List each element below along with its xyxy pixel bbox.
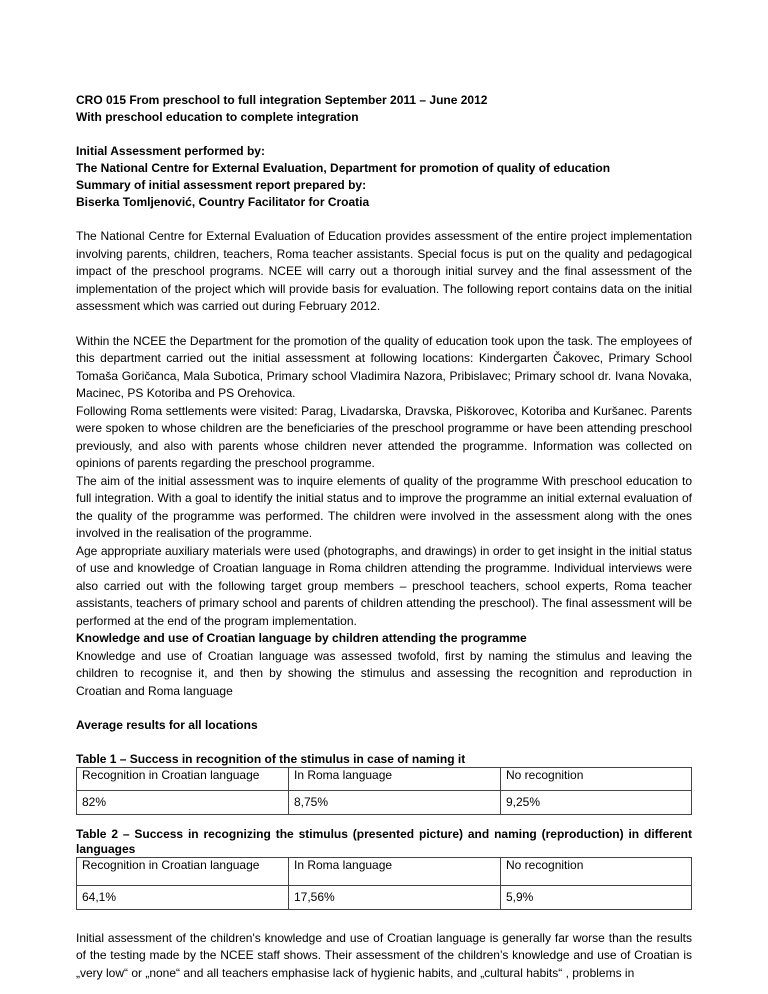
table-cell: 17,56% xyxy=(289,885,501,909)
table-header-cell: No recognition xyxy=(501,857,692,885)
table-cell: 8,75% xyxy=(289,790,501,814)
table-header-cell: In Roma language xyxy=(289,767,501,790)
table2 xyxy=(76,857,692,910)
table-header-cell: No recognition xyxy=(501,767,692,790)
author-name: Biserka Tomljenović, Country Facilitator for Croatia xyxy=(76,195,370,209)
table-row xyxy=(77,857,692,885)
table-row xyxy=(77,790,692,814)
table1 xyxy=(76,767,692,815)
document-page xyxy=(76,92,692,982)
table-cell: 5,9% xyxy=(501,885,692,909)
table-header-cell: In Roma language xyxy=(289,857,501,885)
table1-caption: Table 1 – Success in recognition of the stimulus in case of naming it xyxy=(76,751,466,766)
conclusion-paragraph: Initial assessment of the children's knowledge and use of Croatian language is generally far worse than the results of the testing made by the NCEE staff shows. Their assessment of the children’s knowledge and use of Croatian is „very low“ or „none“ and all teachers emphasise lack of hygienic habits, and „cultural habits“ , problems in xyxy=(76,930,692,980)
project-subtitle: With preschool education to complete integration xyxy=(76,110,359,124)
project-title: CRO 015 From preschool to full integration September 2011 – June 2012 xyxy=(76,93,488,107)
table-row xyxy=(77,767,692,790)
assessment-organization: The National Centre for External Evaluation, Department for promotion of quality of education xyxy=(76,161,611,175)
table-row xyxy=(77,885,692,909)
settlements-paragraph: Following Roma settlements were visited: Parag, Livadarska, Dravska, Piškorovec, Kotoriba and Kuršanec. Parents were spoken to whose children are the beneficiaries of the preschool programme or have been attending preschool previously, and also with parents whose children never attended the programme. Information was collected on opinions of parents regarding the preschool programme. xyxy=(76,403,692,470)
table-header-cell: Recognition in Croatian language xyxy=(77,767,289,790)
table-cell: 82% xyxy=(77,790,289,814)
table-header-cell: Recognition in Croatian language xyxy=(77,857,289,885)
section-heading: Knowledge and use of Croatian language by children attending the programme xyxy=(76,631,527,645)
table-cell: 9,25% xyxy=(501,790,692,814)
average-results-heading: Average results for all locations xyxy=(76,718,258,732)
aim-paragraph: The aim of the initial assessment was to inquire elements of quality of the programme With preschool education to full integration. With a goal to identify the initial status and to improve the programme an initial external evaluation of the quality of the programme was performed. The children were involved in the assessment along with the ones involved in the realisation of the programme. xyxy=(76,473,692,540)
summary-prepared-by-label: Summary of initial assessment report prepared by: xyxy=(76,178,367,192)
locations-paragraph: Within the NCEE the Department for the promotion of the quality of education took upon the task. The employees of this department carried out the initial assessment at following locations: Kindergarten Čakovec, Primary School Tomaša Goričanca, Mala Subotica, Primary school Vladimira Nazora, Pribislavec; Primary school dr. Ivana Novaka, Macinec, PS Kotoriba and PS Orehovica. xyxy=(76,333,692,400)
table2-caption: Table 2 – Success in recognizing the stimulus (presented picture) and naming (reproduction) in different languages xyxy=(76,826,692,856)
materials-paragraph: Age appropriate auxiliary materials were used (photographs, and drawings) in order to get insight in the initial status of use and knowledge of Croatian language in Roma children attending the programme. Individual interviews were also carried out with the following target group members – preschool teachers, school experts, Roma teacher assistants, teachers of primary school and parents of children attending the preschool). The final assessment will be performed at the end of the program implementation. xyxy=(76,543,692,628)
table-cell: 64,1% xyxy=(77,885,289,909)
intro-paragraph: The National Centre for External Evaluation of Education provides assessment of the entire project implementation involving parents, children, teachers, Roma teacher assistants. Special focus is put on the quality and pedagogical impact of the preschool programs. NCEE will carry out a thorough initial survey and the final assessment of the implementation of the project which will provide basis for evaluation. The following report contains data on the initial assessment which was carried out during February 2012. xyxy=(76,229,692,313)
assessment-performed-by-label: Initial Assessment performed by: xyxy=(76,144,265,158)
method-paragraph: Knowledge and use of Croatian language was assessed twofold, first by naming the stimulus and leaving the children to recognise it, and then by showing the stimulus and assessing the recognition and reproduction in Croatian and Roma language xyxy=(76,648,692,698)
